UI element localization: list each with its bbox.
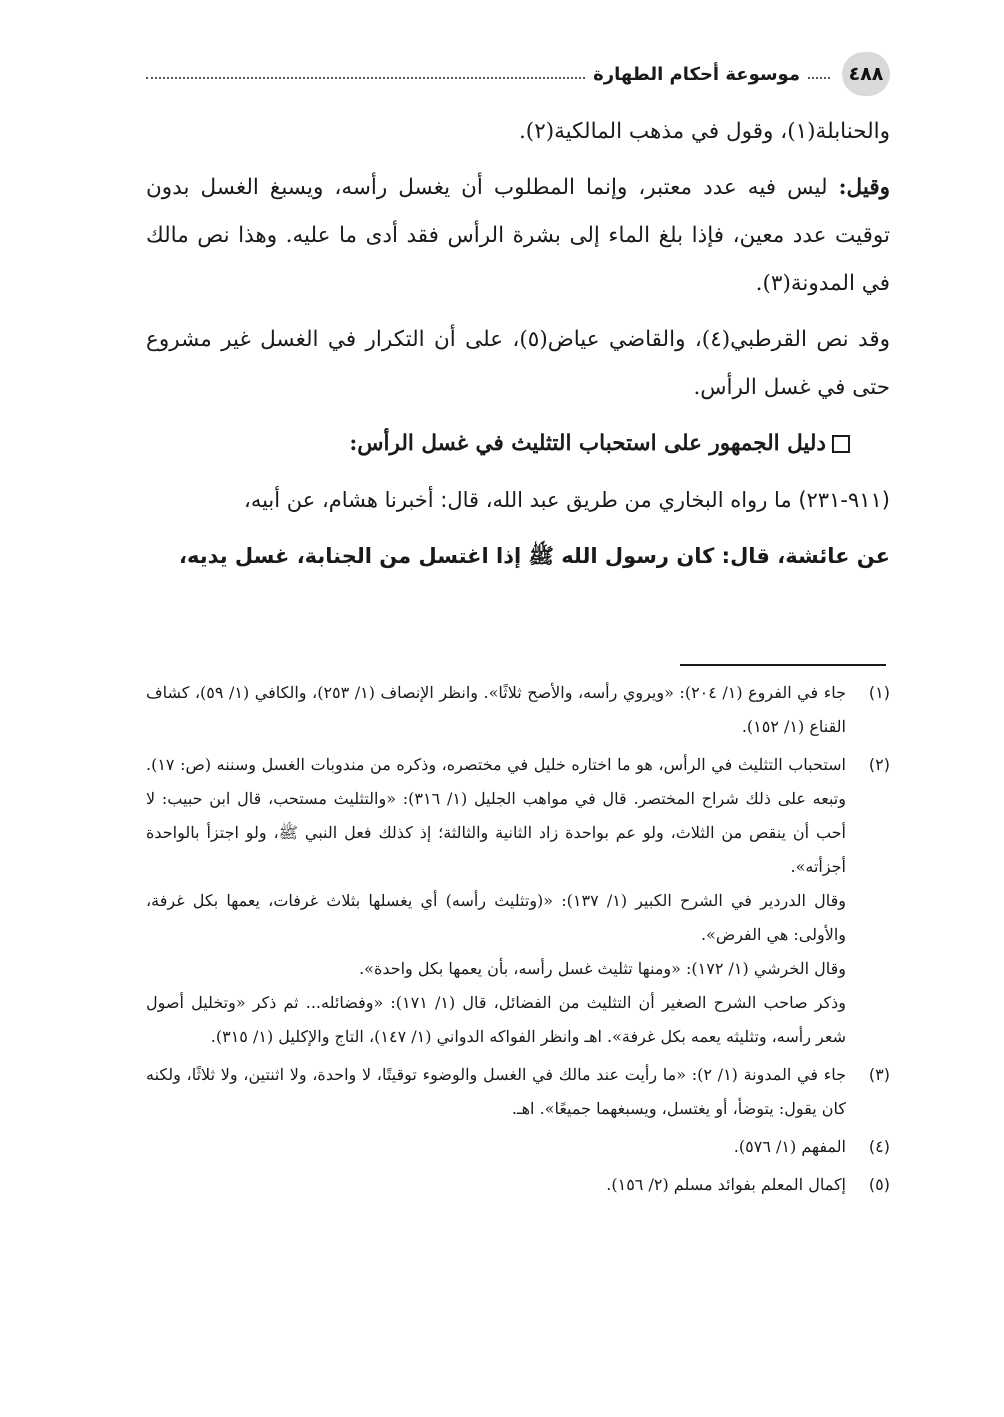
footnote-1 xyxy=(146,676,890,744)
running-title: موسوعة أحكام الطهارة xyxy=(593,63,800,85)
paragraph-1: والحنابلة(١)، وقول في مذهب المالكية(٢). xyxy=(518,119,890,144)
footnote-number: (٢) xyxy=(868,755,890,774)
footnote-5 xyxy=(146,1168,890,1202)
footnote-body xyxy=(146,1130,846,1164)
footnote-separator xyxy=(680,664,886,666)
footnote-number: (٣) xyxy=(868,1065,890,1084)
footnotes xyxy=(146,676,890,1206)
paragraph-2-text: ليس فيه عدد معتبر، وإنما المطلوب أن يغسل رأسه، ويسبغ الغسل بدون توقيت عدد معين، فإذا بلغ الماء إلى بشرة الرأس فقد أدى ما عليه. وهذا نص مالك في المدونة(٣). xyxy=(146,175,890,296)
paragraph-2-lead: وقيل: xyxy=(838,175,890,200)
page-header xyxy=(146,52,890,96)
main-text xyxy=(146,108,890,588)
footnote-line: وقال الدردير في الشرح الكبير (١/ ١٣٧): «(وتثليث رأسه) أي يغسلها بثلاث غرفات، يعمها بكل غرفة، والأولى: هي الفرض». xyxy=(146,891,846,944)
footnote-body xyxy=(146,1168,846,1202)
hadith-text: عن عائشة، قال: كان رسول الله ﷺ إذا اغتسل من الجنابة، غسل يديه، xyxy=(179,544,890,568)
header-dots-right xyxy=(808,77,830,79)
footnote-body xyxy=(146,1058,846,1126)
footnote-number: (٤) xyxy=(868,1137,890,1156)
page-number-badge: ٤٨٨ xyxy=(842,52,890,96)
checkbox-square-icon xyxy=(832,435,850,453)
paragraph-3: وقد نص القرطبي(٤)، والقاضي عياض(٥)، على أن التكرار في الغسل غير مشروع حتى في غسل الرأس. xyxy=(146,327,890,400)
hadith-chain: (٩١١-٢٣١) ما رواه البخاري من طريق عبد الله، قال: أخبرنا هشام، عن أبيه، xyxy=(244,488,890,512)
footnote-number: (٥) xyxy=(868,1175,890,1194)
footnote-number: (١) xyxy=(868,683,890,702)
footnote-line: إكمال المعلم بفوائد مسلم (٢/ ١٥٦). xyxy=(606,1175,846,1194)
footnote-line: جاء في المدونة (١/ ٢): «ما رأيت عند مالك في الغسل والوضوء توقيتًا، لا واحدة، ولا اثنتين، ولا ثلاثًا، ولكنه كان يقول: يتوضأ، أو يغتسل، ويسبغهما جميعًا». اهـ. xyxy=(146,1065,847,1118)
paragraph-2 xyxy=(146,164,890,308)
footnote-line: وذكر صاحب الشرح الصغير أن التثليث من الفضائل، قال (١/ ١٧١): «وفضائله... ثم ذكر «وتخليل أصول شعر رأسه، وتثليثه يعمه بكل غرفة». اهـ وانظر الفواكه الدواني (١/ ١٤٧)، التاج والإكليل (١/ ٣١٥). xyxy=(146,993,846,1046)
footnote-body xyxy=(146,748,846,1054)
footnote-body xyxy=(146,676,846,744)
footnote-4 xyxy=(146,1130,890,1164)
section-heading xyxy=(146,420,890,468)
footnote-2 xyxy=(146,748,890,1054)
footnote-line: جاء في الفروع (١/ ٢٠٤): «ويروي رأسه، والأصح ثلاثًا». وانظر الإنصاف (١/ ٢٥٣)، والكافي (١/ ٥٩)، كشاف القناع (١/ ١٥٢). xyxy=(146,683,846,736)
header-dots-left xyxy=(146,77,585,79)
footnote-line: المفهم (١/ ٥٧٦). xyxy=(733,1137,846,1156)
section-heading-text: دليل الجمهور على استحباب التثليث في غسل الرأس: xyxy=(349,431,826,456)
footnote-3 xyxy=(146,1058,890,1126)
footnote-line: استحباب التثليث في الرأس، هو ما اختاره خليل في مختصره، وذكره من مندوبات الغسل وسننه (ص: ١٧). وتبعه على ذلك شراح المختصر. قال في مواهب الجليل (١/ ٣١٦): «والتثليث مستحب، قال ابن حبيب: لا أحب أن ينقص من الثلاث، ولو عم بواحدة زاد الثانية والثالثة؛ إذ كذلك فعل النبي ﷺ، ولو اجتزأ بالواحدة أجزأته». xyxy=(146,755,846,876)
footnote-line: وقال الخرشي (١/ ١٧٢): «ومنها تثليث غسل رأسه، بأن يعمها بكل واحدة». xyxy=(359,959,846,978)
